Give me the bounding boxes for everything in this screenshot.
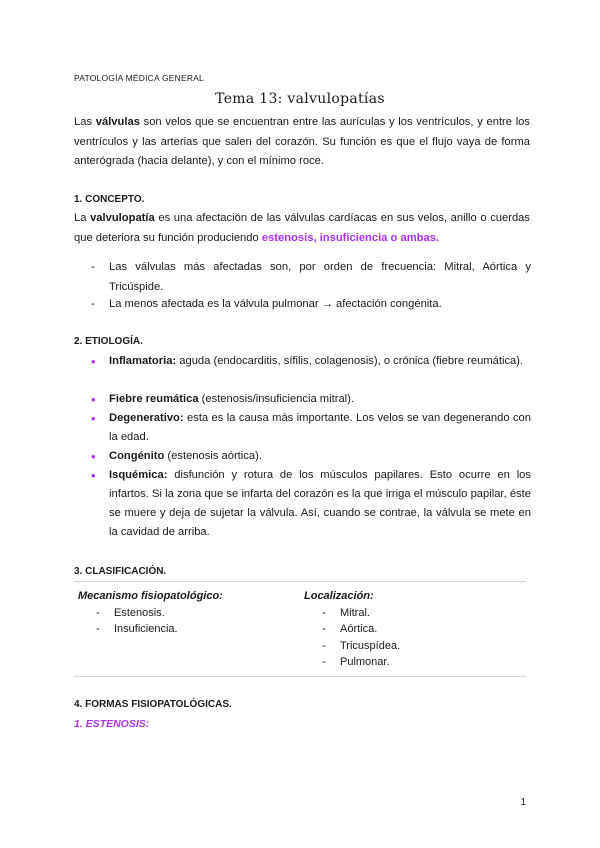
classification-left-title: Mecanismo fisiopatológico: — [78, 590, 223, 602]
bullet-icon: • — [91, 392, 96, 407]
etiologia-item-congenito: • Congénito (estenosis aórtica). — [91, 449, 262, 464]
section-divider — [74, 676, 526, 677]
dash-marker: - — [91, 298, 95, 310]
bullet-icon: • — [91, 354, 96, 369]
etiologia-item-inflamatoria: • Inflamatoria: aguda (endocarditis, sífilis, colagenosis), o crónica (fiebre reumática). — [91, 354, 524, 369]
section-heading-clasificacion: 3. CLASIFICACIÓN. — [74, 566, 167, 577]
page-title: Tema 13: valvulopatías — [215, 91, 385, 107]
dash-marker: - — [322, 607, 326, 619]
section-heading-concepto: 1. CONCEPTO. — [74, 194, 145, 205]
bullet-icon: • — [91, 411, 96, 426]
concepto-dash-item-1: - Las válvulas más afectadas son, por orden de frecuencia: Mitral, Aórtica y Tricúspide. — [91, 258, 531, 297]
section-heading-etiologia: 2. ETIOLOGÍA. — [74, 336, 143, 347]
running-header: PATOLOGÍA MÉDICA GENERAL — [74, 73, 204, 83]
dash-marker: - — [322, 640, 326, 652]
section-divider — [74, 581, 526, 582]
intro-paragraph: Las válvulas son velos que se encuentran entre las aurículas y los ventrículos, y entre los ventrículos y las arterias que salen del corazón. Su función es que el flujo vaya de forma anterógrada (hacia delante), y con el mínimo roce. — [74, 116, 530, 167]
dash-marker: - — [322, 623, 326, 635]
classification-right-title: Localización: — [304, 590, 374, 602]
etiologia-item-degenerativo: • Degenerativo: esta es la causa más importante. Los velos se van degenerando con la edad. — [91, 411, 531, 443]
dash-marker: - — [96, 623, 100, 635]
etiologia-item-isquemica: • Isquémica: disfunción y rotura de los músculos papilares. Esto ocurre en los infartos. Si la zona que se infarta del corazón es la que irriga el músculo papilar, éste se muere y deja de sujetar la válvula. Así, cuando se contrae, la válvula se mete en la cavidad de arriba. — [91, 468, 531, 538]
concepto-dash-item-2: - La menos afectada es la válvula pulmonar → afectación congénita. — [91, 295, 531, 315]
bullet-icon: • — [91, 449, 96, 464]
concepto-paragraph: La valvulopatía es una afectación de las válvulas cardíacas en sus velos, anillo o cuerdas que deteriora su función produciendo estenosis, insuficiencia o ambas. — [74, 212, 530, 244]
document-page: PATOLOGÍA MÉDICA GENERAL Tema 13: valvulopatías Las válvulas son velos que se encuentran entre las aurículas y los ventrículos, y entre los ventrículos y las arterias que salen del corazón. Su función es que el flujo vaya de forma anterógrada (hacia delante), y con el mínimo roce. 1. CONCEPTO. La valvulopatía es una afectación de las válvulas cardíacas en sus velos, anillo o cuerdas que deteriora su función produciendo estenosis, insuficiencia o ambas. - Las válvulas más afectadas son, por orden de frecuencia: Mitral, Aórtica y Tricúspide. - La menos afectada es la válvula pulmonar → afectación congénita. 2. ETIOLOGÍA. • Inflamatoria: aguda (endocarditis, sífilis, colagenosis), o crónica (fiebre reumática). • Fiebre reumática (estenosis/insuficiencia mitral). • Degenerativo: esta es la causa más importante. Los velos se van degenerando con la edad. • Congénito (estenosis aórtica). • Isquémica: disfunción y rotura de los músculos papilares. Esto ocurre en los infartos. Si la zona que se infarta del corazón es la que irriga el músculo papilar, éste se muere y deja de sujetar la válvula. Así, cuando se contrae, la válvula se mete en la cavidad de arriba. 3. CLASIFICACIÓN. Mecanismo fisiopatológico: - Estenosis. - Insuficiencia. Localización: - Mitral. - Aórtica. - Tricuspídea. - Pulmonar. 4. FORMAS FISIOPATOLÓGICAS. 1. ESTENOSIS: 1 — [0, 0, 600, 848]
etiologia-item-fiebre-reumatica: • Fiebre reumática (estenosis/insuficiencia mitral). — [91, 392, 354, 407]
dash-marker: - — [91, 261, 95, 273]
section-heading-formas: 4. FORMAS FISIOPATOLÓGICAS. — [74, 699, 232, 710]
page-number: 1 — [520, 797, 526, 808]
dash-marker: - — [322, 656, 326, 668]
subsection-heading-estenosis: 1. ESTENOSIS: — [74, 718, 150, 730]
bullet-icon: • — [91, 468, 96, 483]
dash-marker: - — [96, 607, 100, 619]
